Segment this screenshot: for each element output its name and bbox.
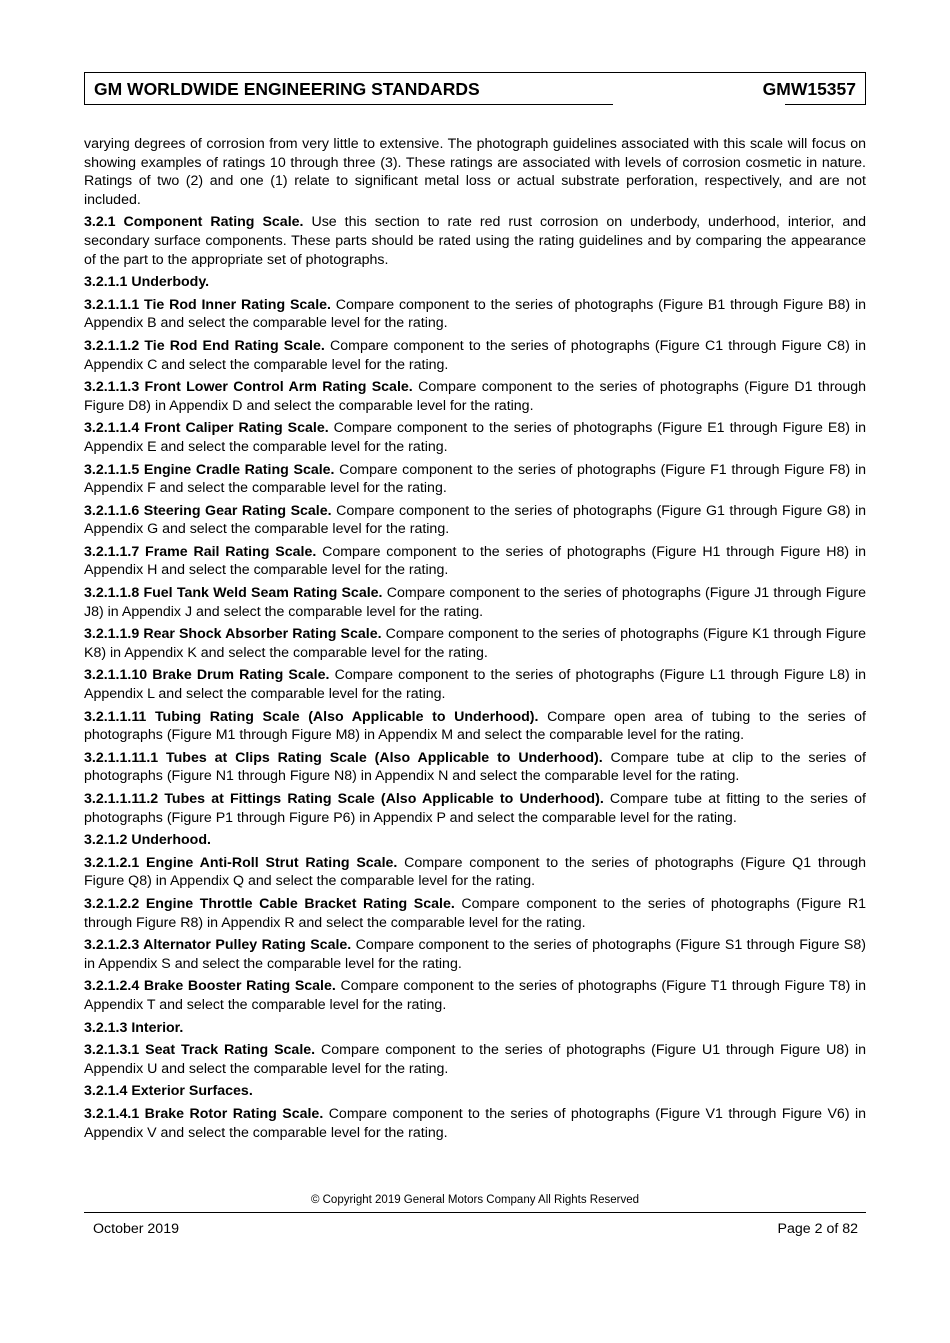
section-paragraph <box>84 296 866 333</box>
section-heading: 3.2.1.1.5 Engine Cradle Rating Scale. <box>84 461 335 478</box>
section-text: varying degrees of corrosion from very little to extensive. The photograph guidelines associated with this scale will focus on showing examples of ratings 10 through three (3). These ratings are associated with levels of corrosion cosmetic in nature. Ratings of two (2) and one (1) relate to significant metal loss or actual substrate perforation, respectively, and are not included. <box>84 136 866 208</box>
copyright-notice: © Copyright 2019 General Motors Company All Rights Reserved <box>310 1194 640 1206</box>
section-heading: 3.2.1.2.4 Brake Booster Rating Scale. <box>84 978 336 995</box>
section-paragraph <box>84 502 866 539</box>
section-heading: 3.2.1.3 Interior. <box>84 1019 184 1036</box>
section-text: Compare component to the series of photographs (Figure H1 through Figure H8) in Appendix H and select the comparable level for the rating. <box>84 543 866 579</box>
section-text: Compare component to the series of photographs (Figure L1 through Figure L8) in Appendix L and select the comparable level for the rating. <box>84 667 866 703</box>
section-paragraph <box>84 419 866 456</box>
section-paragraph <box>84 790 866 827</box>
section-text: Compare component to the series of photographs (Figure C1 through Figure C8) in Appendix C and select the comparable level for the rating. <box>84 337 867 373</box>
header-border-gap <box>613 103 785 105</box>
section-paragraph <box>84 378 866 415</box>
section-heading: 3.2.1.4.1 Brake Rotor Rating Scale. <box>84 1105 324 1122</box>
footer-date: October 2019 <box>93 1221 179 1237</box>
header-document-number: GMW15357 <box>762 79 856 99</box>
document-body <box>84 135 866 1146</box>
section-paragraph <box>84 1105 866 1142</box>
section-text: Compare component to the series of photographs (Figure J1 through Figure J8) in Appendix J and select the comparable level for the rating. <box>84 585 866 620</box>
section-text: Use this section to rate red rust corrosion on underbody, underhood, interior, and secondary surface components. These parts should be rated using the rating guidelines and by comparing the appearance of the part to the appropriate set of photographs. <box>84 214 866 268</box>
section-text: Compare component to the series of photographs (Figure V1 through Figure V6) in Appendix V and select the comparable level for the rating. <box>84 1105 867 1141</box>
section-paragraph <box>84 213 866 269</box>
section-text: Compare component to the series of photographs (Figure E1 through Figure E8) in Appendix E and select the comparable level for the rating. <box>84 420 866 455</box>
footer-page-number: Page 2 of 82 <box>777 1221 858 1237</box>
section-text: Compare component to the series of photographs (Figure F1 through Figure F8) in Appendix F and select the comparable level for the rating. <box>84 461 866 497</box>
section-heading: 3.2.1.1.11 Tubing Rating Scale (Also Applicable to Underhood). <box>84 708 539 725</box>
section-heading: 3.2.1.1.6 Steering Gear Rating Scale. <box>84 502 332 519</box>
section-paragraph <box>84 749 866 786</box>
section-heading: 3.2.1.1.8 Fuel Tank Weld Seam Rating Scale. <box>84 585 383 602</box>
section-text: Compare component to the series of photographs (Figure R1 through Figure R8) in Appendix R and select the comparable level for the rating. <box>84 895 866 931</box>
section-text: Compare open area of tubing to the series of photographs (Figure M1 through Figure M8) in Appendix M and select the comparable level for the rating. <box>84 708 866 744</box>
section-heading: 3.2.1.1.1 Tie Rod Inner Rating Scale. <box>84 296 331 313</box>
section-heading: 3.2.1.1.7 Frame Rail Rating Scale. <box>84 543 317 560</box>
section-paragraph <box>84 831 866 850</box>
section-text: Compare component to the series of photographs (Figure Q1 through Figure Q8) in Appendix Q and select the comparable level for the rating. <box>84 854 866 890</box>
section-heading: 3.2.1.2.2 Engine Throttle Cable Bracket Rating Scale. <box>84 895 455 912</box>
section-paragraph <box>84 1019 866 1038</box>
footer-divider <box>84 1212 866 1213</box>
section-heading: 3.2.1.1.9 Rear Shock Absorber Rating Scale. <box>84 626 382 643</box>
header-title: GM WORLDWIDE ENGINEERING STANDARDS <box>94 79 480 99</box>
section-heading: 3.2.1.2.1 Engine Anti-Roll Strut Rating Scale. <box>84 854 398 871</box>
section-text: Compare component to the series of photographs (Figure B1 through Figure B8) in Appendix B and select the comparable level for the rating. <box>84 296 866 332</box>
section-heading: 3.2.1.1 Underbody. <box>84 274 210 291</box>
section-text: Compare component to the series of photographs (Figure T1 through Figure T8) in Appendix T and select the comparable level for the rating. <box>84 978 867 1013</box>
section-paragraph <box>84 461 866 498</box>
section-heading: 3.2.1.2 Underhood. <box>84 832 211 849</box>
section-paragraph <box>84 1041 866 1078</box>
section-text: Compare component to the series of photographs (Figure U1 through Figure U8) in Appendix U and select the comparable level for the rating. <box>84 1042 866 1077</box>
section-paragraph <box>84 936 866 973</box>
section-text: Compare component to the series of photographs (Figure D1 through Figure D8) in Appendix D and select the comparable level for the rating. <box>84 379 866 414</box>
section-heading: 3.2.1.2.3 Alternator Pulley Rating Scale. <box>84 937 352 954</box>
section-heading: 3.2.1.4 Exterior Surfaces. <box>84 1083 253 1100</box>
section-paragraph <box>84 895 866 932</box>
section-paragraph <box>84 584 866 621</box>
section-text: Compare component to the series of photographs (Figure G1 through Figure G8) in Appendix G and select the comparable level for the rating. <box>84 502 866 538</box>
section-paragraph <box>84 854 866 891</box>
section-paragraph <box>84 273 866 292</box>
section-text: Compare component to the series of photographs (Figure K1 through Figure K8) in Appendix K and select the comparable level for the rating. <box>84 626 866 661</box>
section-paragraph <box>84 1082 866 1101</box>
section-text: Compare tube at fitting to the series of photographs (Figure P1 through Figure P6) in Appendix P and select the comparable level for the rating. <box>84 791 866 826</box>
section-heading: 3.2.1.1.11.2 Tubes at Fittings Rating Scale (Also Applicable to Underhood). <box>84 791 604 807</box>
section-text: Compare tube at clip to the series of photographs (Figure N1 through Figure N8) in Appendix N and select the comparable level for the rating. <box>84 749 866 785</box>
section-paragraph <box>84 708 866 745</box>
section-heading: 3.2.1 Component Rating Scale. <box>84 214 304 231</box>
section-paragraph <box>84 625 866 662</box>
section-heading: 3.2.1.1.10 Brake Drum Rating Scale. <box>84 667 330 684</box>
section-heading: 3.2.1.1.3 Front Lower Control Arm Rating Scale. <box>84 379 413 396</box>
section-paragraph <box>84 543 866 580</box>
section-paragraph <box>84 977 866 1014</box>
section-heading: 3.2.1.3.1 Seat Track Rating Scale. <box>84 1042 316 1059</box>
section-paragraph <box>84 135 866 209</box>
section-heading: 3.2.1.1.4 Front Caliper Rating Scale. <box>84 420 329 437</box>
page-header <box>84 72 866 105</box>
section-paragraph <box>84 337 866 374</box>
section-paragraph <box>84 666 866 703</box>
section-heading: 3.2.1.1.11.1 Tubes at Clips Rating Scale (Also Applicable to Underhood). <box>84 749 603 766</box>
section-text: Compare component to the series of photographs (Figure S1 through Figure S8) in Appendix S and select the comparable level for the rating. <box>84 937 866 972</box>
section-heading: 3.2.1.1.2 Tie Rod End Rating Scale. <box>84 337 325 354</box>
